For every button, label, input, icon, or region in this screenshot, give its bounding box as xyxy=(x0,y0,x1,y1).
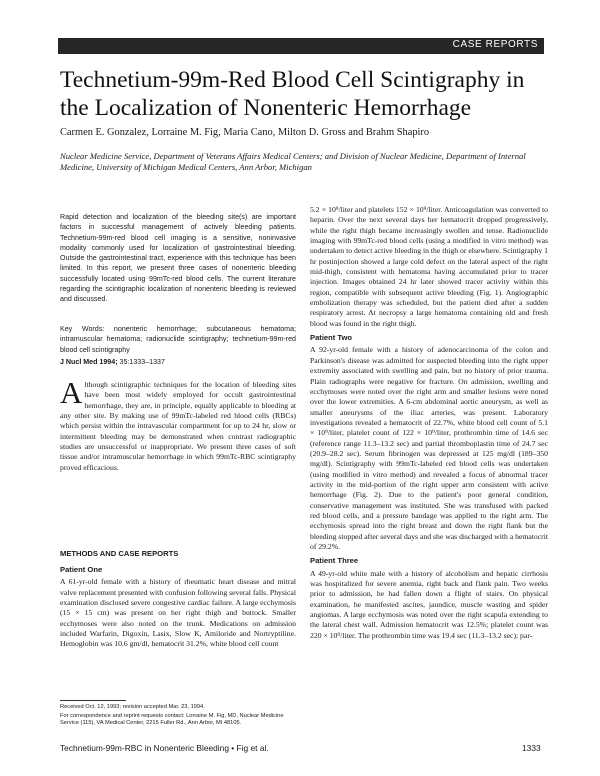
patient-two-text: A 92-yr-old female with a history of adenocarcinoma of the colon and Parkinson's disease was admitted for suspected bleeding into the right upper extremity associated with swelling and pain, but no history of prior trauma. Plain radiographs were negative for fracture. On admission, swelling and ecchymoses were noted over the right arm and smaller lesions were noted over the lower extremities. A 6-cm abdominal aortic aneurysm, as well as smaller aneurysms of the iliac arteries, was present. Laboratory investigations revealed a hematocrit of 22.7%, white blood cell count of 5.1 × 10⁹/liter, platelet count of 122 × 10⁹/liter, prothrombin time of 14.6 sec (reference range 11.3–13.2 sec) and partial thromboplastin time of 24.7 sec (20.9–28.2 sec). Serum fibrinogen was depressed at 125 mg/dl (189–350 mg/dl). Scintigraphy with 99mTc-labeled red blood cells was undertaken (using modified in vitro method) and revealed a focus of abnormal tracer activity in the mid-portion of the right upper arm consistent with active hemorrhage (Fig. 2). Due to the patient's poor general condition, conservative management was instituted. She was transfused with packed red blood cells, and a pressure bandage was applied to the right arm. The ecchymosis spread into the right breast and down the right flank but the bleeding stopped after several days and she was discharged with a hematocrit of 29.2%. xyxy=(310,345,548,551)
article-affiliation: Nuclear Medicine Service, Department of Veterans Affairs Medical Centers; and Division of Nuclear Medicine, Department of Internal Medicine, University of Michigan Medical Centers, Ann Arbor, Michigan xyxy=(60,151,526,172)
page-number: 1333 xyxy=(522,743,541,753)
keywords-text: Key Words: nonenteric hemorrhage; subcutaneous hematoma; intramuscular hematoma; radionuclide scintigraphy; technetium-99m-red blood cell scintigraphy xyxy=(60,325,296,354)
patient-one-section xyxy=(60,561,296,650)
abstract-text: Rapid detection and localization of the bleeding site(s) are important factors in successful management of actively bleeding patients. Technetium-99m-red blood cell imaging is a sensitive, noninvasive modality commonly used for localization of gastrointestinal bleeding. Outside the gastrointestinal tract, experience with this technique has been limited. In this report, we present three cases of nonenteric bleeding successfully located using 99mTc-red blood cells. The current literature regarding the scintigraphic localization of nonenteric bleeding is reviewed and discussed. xyxy=(60,213,296,304)
patient-one-heading: Patient One xyxy=(60,565,103,574)
footnote-rule xyxy=(60,700,126,701)
section-label: CASE REPORTS xyxy=(452,39,538,50)
citation-pages: 35:1333–1337 xyxy=(119,358,165,366)
section-header-bar xyxy=(58,38,544,54)
article-title: Technetium-99m-Red Blood Cell Scintigraphy in the Localization of Nonenteric Hemorrhage xyxy=(60,67,525,121)
citation xyxy=(60,358,165,366)
drop-cap: A xyxy=(60,375,83,410)
citation-journal: J Nucl Med 1994; xyxy=(60,358,118,366)
abstract xyxy=(60,212,296,305)
patient-one-text: A 61-yr-old female with a history of rheumatic heart disease and mitral valve replacement presented with confusion following several falls. Physical examination disclosed severe congestive cardiac failure. A large ecchymosis (15 × 15 cm) was present on her right thigh and buttock. Smaller ecchymoses were also noted on the trunk. Medications on admission included Warfarin, Digoxin, Lasix, Slow K, Amiloride and Nortryptiline. Hemoglobin was 10.6 gm/dl, hematocrit 31.2%, white blood cell count xyxy=(60,577,296,649)
right-column xyxy=(310,205,548,641)
patient-three-heading: Patient Three xyxy=(310,556,359,566)
patient-one-continued: 5.2 × 10⁹/liter and platelets 152 × 10⁹/liter. Anticoagulation was converted to heparin. Over the next several days her hematocrit dropped progressively, while the right thigh became increasingly swollen and tense. Radionuclide imaging with 99mTc-red blood cells (using a modified in vitro method) was undertaken to detect active bleeding in the thigh or elsewhere. Scintigraphy 1 hr postinjection showed a large cold defect on the lateral aspect of the right mid-thigh, consistent with hematoma having accumulated prior to tracer injection. Images obtained 24 hr later showed tracer activity within this region, compatible with subsequent active bleeding (Fig. 1). Angiographic embolization therapy was scheduled, but the patient died after a sudden respiratory arrest. At necropsy a large hematoma containing old and fresh blood was found in the right thigh. xyxy=(310,205,548,328)
methods-heading: METHODS AND CASE REPORTS xyxy=(60,549,179,558)
footnote-received: Received Oct. 12, 1993; revision accepted Mar. 23, 1994. xyxy=(60,704,205,710)
patient-two-heading: Patient Two xyxy=(310,333,353,343)
keywords xyxy=(60,324,296,355)
introduction-text: lthough scintigraphic techniques for the location of bleeding sites have been most widely employed for occult gastrointestinal hemorrhage, they are, in principle, equally applicable to bleeding at any other site. By making use of 99mTc-labeled red blood cells (RBCs) which persist within the intravascular compartment for up to 24 hr, slow or intermittent bleeding may be demonstrated when contrast radiographic studies are unsuccessful or inappropriate. We present three cases of soft tissue and/or intramuscular hemorrhage in which 99mTc-RBC scintigraphy proved efficacious. xyxy=(60,380,296,472)
article-authors: Carmen E. Gonzalez, Lorraine M. Fig, Maria Cano, Milton D. Gross and Brahm Shapiro xyxy=(60,127,430,138)
running-footer-title: Technetium-99m-RBC in Nonenteric Bleeding • Fig et al. xyxy=(60,743,269,753)
patient-three-text: A 49-yr-old white male with a history of alcoholism and hepatic cirrhosis was hospitalized for severe anemia, right back and flank pain. Two weeks prior to admission, he had fallen down a flight of stairs. On physical examination, he manifested ascites, jaundice, muscle wasting and spider angiomas. A large ecchymosis was noted over the right scapula extending to the lateral chest wall. Admission hematocrit was 12.5%; platelet count was 220 × 10⁹/liter. The prothrombin time was 19.4 sec (11.3–13.2 sec); par- xyxy=(310,568,548,640)
introduction xyxy=(60,375,296,473)
footnote-correspondence: For correspondence and reprint requests contact: Lorraine M. Fig, MD, Nuclear Medicine Service (115), VA Medical Center, 2215 Fuller Rd., Ann Arbor, MI 48105. xyxy=(60,713,284,727)
